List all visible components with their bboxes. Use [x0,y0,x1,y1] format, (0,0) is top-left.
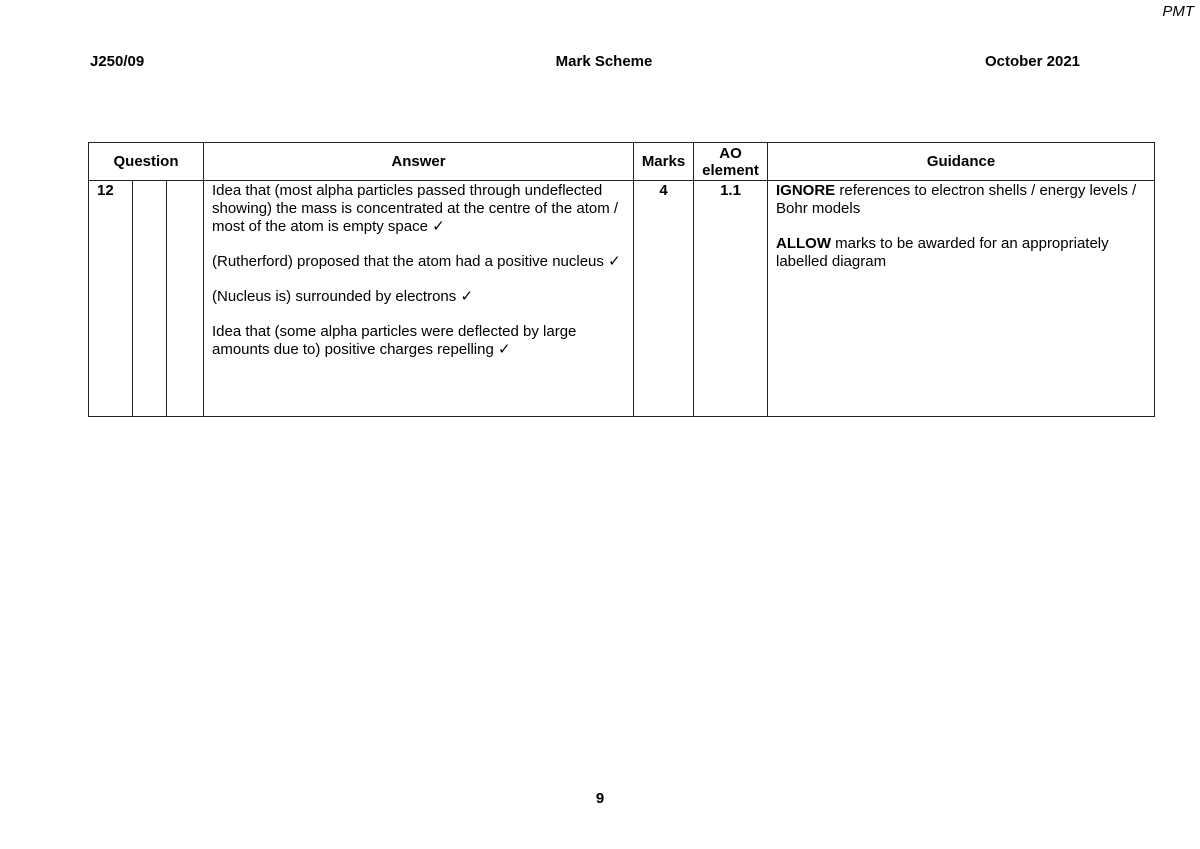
guidance-text: references to electron shells / energy levels / Bohr models [776,182,1137,217]
guidance-text: marks to be awarded for an appropriately labelled diagram [776,235,1109,270]
answer-cell [204,181,634,417]
guidance-cell [768,181,1155,417]
question-subpart [167,181,204,417]
question-number: 12 [89,181,133,417]
ao-element-header [694,143,768,181]
answer-point: (Nucleus is) surrounded by electrons ✓ [212,288,474,305]
answer-header: Answer [204,143,634,181]
table-row [89,181,1155,417]
page-number: 9 [595,790,605,807]
guidance-item [776,182,1146,218]
answer-point: Idea that (some alpha particles were deflected by large amounts due to) positive charges repelling ✓ [212,323,577,358]
exam-date: October 2021 [984,53,1080,70]
guidance-keyword: ALLOW [776,235,831,252]
table-header-row [89,143,1155,181]
mark-scheme-table [88,142,1155,417]
question-part [133,181,167,417]
ao-label: AO [719,144,742,162]
guidance-keyword: IGNORE [776,182,836,199]
marks-value: 4 [634,181,694,417]
guidance-item [776,235,1146,271]
ao-value: 1.1 [694,181,768,417]
document-title: Mark Scheme [555,53,653,70]
question-header: Question [89,143,204,181]
guidance-header: Guidance [768,143,1155,181]
element-label: element [702,161,759,179]
marks-header: Marks [634,143,694,181]
watermark: PMT [1162,3,1194,20]
answer-point: (Rutherford) proposed that the atom had a positive nucleus ✓ [212,253,621,270]
answer-point: Idea that (most alpha particles passed through undeflected showing) the mass is concentrated at the centre of the atom / most of the atom is empty space ✓ [212,182,619,235]
paper-code: J250/09 [90,53,145,70]
